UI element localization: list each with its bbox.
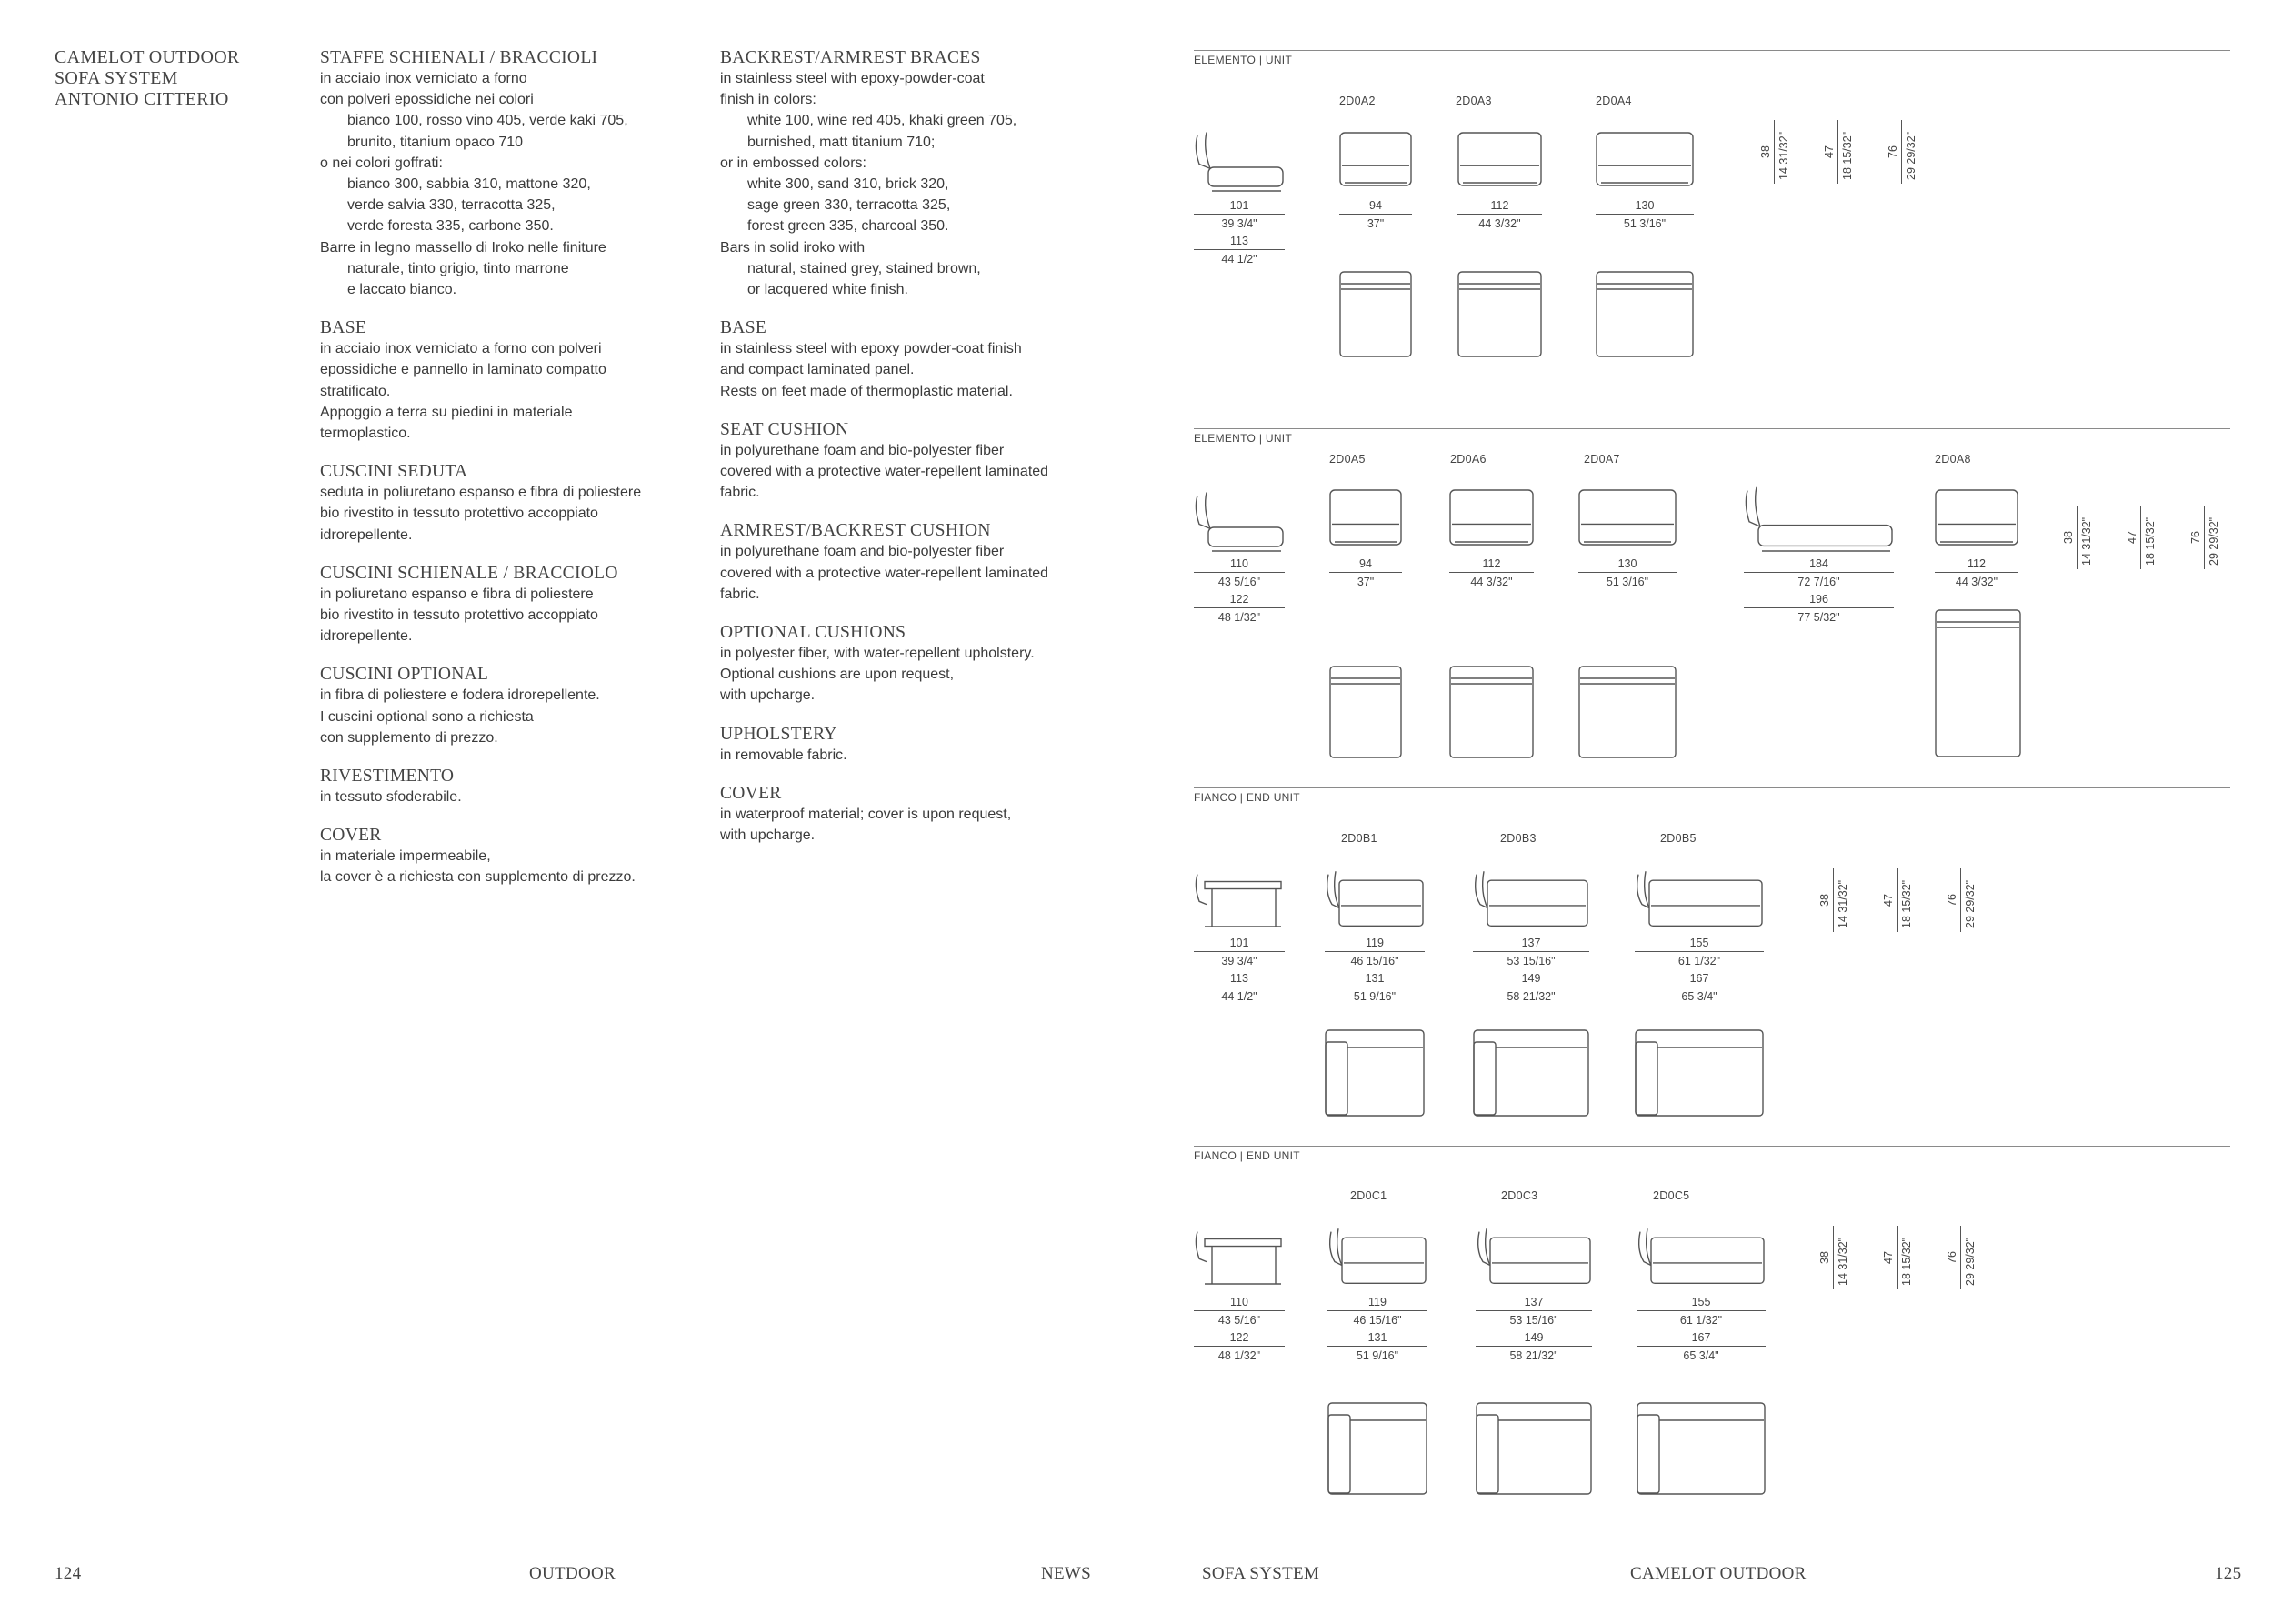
height-line — [2204, 506, 2205, 569]
dimension-line — [1194, 1310, 1285, 1311]
height-inch: 18 15/32" — [1900, 1237, 1913, 1286]
height-dimension — [1882, 1226, 1918, 1298]
dimension-line — [1194, 951, 1285, 952]
dimension-cm: 155 — [1691, 1296, 1711, 1308]
unit-plan-view — [1449, 666, 1534, 758]
unit-side-view — [1744, 484, 1894, 553]
catalog-title — [55, 47, 240, 110]
height-line — [1774, 120, 1775, 184]
height-line — [1901, 120, 1902, 184]
height-cm: 47 — [1823, 145, 1836, 158]
unit-front-view — [1596, 132, 1694, 186]
spec-line: finish in colors: — [720, 92, 816, 108]
dimension-line — [1473, 951, 1589, 952]
end-unit-front-view — [1476, 1226, 1592, 1286]
height-cm: 47 — [2126, 531, 2138, 544]
height-line — [1833, 868, 1834, 932]
spec-heading: OPTIONAL CUSHIONS — [720, 623, 906, 643]
end-unit-plan-view — [1476, 1402, 1592, 1495]
height-dimension — [1818, 868, 1855, 941]
spec-heading: CUSCINI OPTIONAL — [320, 665, 489, 685]
height-dimension — [2126, 506, 2162, 578]
height-dimension — [1818, 1226, 1855, 1298]
end-unit-front-view — [1327, 1226, 1427, 1286]
dimension-line — [1339, 214, 1412, 215]
height-cm: 76 — [2189, 531, 2202, 544]
dimension-inch: 72 7/16" — [1797, 576, 1840, 588]
spec-line: verde salvia 330, terracotta 325, — [347, 197, 556, 214]
dimension-inch: 46 15/16" — [1350, 955, 1399, 967]
spec-line: in poliuretano espanso e fibra di poliestere — [320, 586, 594, 602]
spec-section — [720, 724, 1102, 766]
dimension-inch: 39 3/4" — [1221, 955, 1257, 967]
spec-heading: UPHOLSTERY — [720, 724, 837, 744]
spec-line: con supplemento di prezzo. — [320, 729, 498, 746]
dimension-cm: 167 — [1691, 1331, 1711, 1344]
spec-line: seduta in poliuretano espanso e fibra di poliestere — [320, 485, 642, 501]
dimension-width — [1935, 557, 2018, 588]
spec-line: fabric. — [720, 485, 760, 501]
spec-section — [720, 783, 1102, 846]
end-unit-plan-view — [1325, 1029, 1425, 1117]
end-unit-front-view — [1325, 868, 1425, 928]
spec-line: in stainless steel with epoxy-powder-coat — [720, 71, 985, 86]
spec-line: idrorepellente. — [320, 628, 413, 645]
spec-line: in removable fabric. — [720, 747, 847, 763]
height-cm: 38 — [1818, 1251, 1831, 1264]
height-line — [1897, 868, 1898, 932]
dimension-width — [1194, 937, 1285, 1003]
spec-section — [320, 461, 702, 546]
height-inch: 14 31/32" — [1837, 879, 1849, 928]
unit-side-view — [1194, 489, 1285, 553]
spec-line: covered with a protective water-repellent laminated — [720, 464, 1049, 480]
dimension-inch: 53 15/16" — [1507, 955, 1556, 967]
height-line — [1960, 1226, 1961, 1289]
dimension-line — [1637, 1346, 1766, 1347]
dimension-cm: 112 — [1482, 557, 1501, 570]
dimension-width — [1194, 557, 1285, 624]
dimension-width — [1329, 557, 1402, 588]
spec-heading: CUSCINI SEDUTA — [320, 462, 468, 482]
dimension-line — [1476, 1346, 1592, 1347]
height-dimension — [2189, 506, 2226, 578]
end-unit-plan-view — [1635, 1029, 1764, 1117]
dimension-width — [1476, 1296, 1592, 1362]
spec-section — [320, 766, 702, 807]
height-inch: 14 31/32" — [1837, 1237, 1849, 1286]
dimension-cm: 122 — [1229, 593, 1249, 606]
dimension-cm: 137 — [1521, 937, 1541, 949]
height-cm: 76 — [1946, 1251, 1958, 1264]
height-dimension — [1946, 868, 1982, 941]
dimension-inch: 44 3/32" — [1478, 217, 1521, 230]
dimension-inch: 46 15/16" — [1353, 1314, 1402, 1327]
spec-line: la cover è a richiesta con supplemento di prezzo. — [320, 869, 636, 886]
dimension-inch: 37" — [1367, 217, 1385, 230]
spec-line: bio rivestito in tessuto protettivo accoppiato — [320, 607, 598, 624]
unit-front-view — [1935, 489, 2018, 546]
dimension-line — [1194, 572, 1285, 573]
dimension-cm: 122 — [1229, 1331, 1249, 1344]
dimension-line — [1327, 1346, 1427, 1347]
height-dimension — [1946, 1226, 1982, 1298]
spec-section — [720, 622, 1102, 707]
unit-code: 2D0A2 — [1339, 95, 1376, 107]
spec-line: or in embossed colors: — [720, 155, 866, 171]
spec-section — [320, 563, 702, 647]
footer-title-right: CAMELOT OUTDOOR — [1630, 1564, 1807, 1583]
spec-line: in polyester fiber, with water-repellent upholstery. — [720, 646, 1035, 662]
unit-plan-view — [1329, 666, 1402, 758]
spec-section — [720, 419, 1102, 504]
height-line — [2140, 506, 2141, 569]
height-line — [1960, 868, 1961, 932]
spec-line: covered with a protective water-repellent laminated — [720, 565, 1049, 581]
dimension-line — [1578, 572, 1677, 573]
height-cm: 38 — [1818, 894, 1831, 907]
dimension-cm: 137 — [1524, 1296, 1544, 1308]
unit-code: 2D0B1 — [1341, 832, 1377, 845]
section-rule — [1194, 428, 2230, 429]
dimension-cm: 184 — [1809, 557, 1828, 570]
unit-front-view — [1578, 489, 1677, 546]
footer-section-right: SOFA SYSTEM — [1202, 1564, 1320, 1583]
spec-heading: CUSCINI SCHIENALE / BRACCIOLO — [320, 563, 618, 583]
height-cm: 76 — [1887, 145, 1899, 158]
dimension-inch: 44 1/2" — [1221, 990, 1257, 1003]
section-label: ELEMENTO | UNIT — [1194, 54, 1293, 66]
dimension-cm: 113 — [1230, 235, 1248, 247]
title-line: ANTONIO CITTERIO — [55, 89, 229, 109]
dimension-line — [1449, 572, 1534, 573]
dimension-inch: 43 5/16" — [1217, 576, 1261, 588]
end-unit-plan-view — [1473, 1029, 1589, 1117]
dimension-width — [1194, 199, 1285, 266]
dimension-cm: 130 — [1617, 557, 1637, 570]
unit-plan-view — [1339, 271, 1412, 357]
page-number-left: 124 — [55, 1564, 82, 1583]
dimension-line — [1637, 1310, 1766, 1311]
unit-side-view — [1194, 129, 1285, 193]
dimension-cm: 110 — [1230, 1296, 1248, 1308]
spec-section — [720, 47, 1102, 300]
unit-code: 2D0A6 — [1450, 453, 1487, 466]
section-label: FIANCO | END UNIT — [1194, 791, 1300, 804]
spec-heading: STAFFE SCHIENALI / BRACCIOLI — [320, 48, 598, 67]
spec-line: Rests on feet made of thermoplastic material. — [720, 383, 1013, 399]
spec-heading: BASE — [320, 318, 367, 338]
dimension-cm: 130 — [1635, 199, 1655, 212]
dimension-width — [1635, 937, 1764, 1003]
dimension-line — [1935, 572, 2018, 573]
dimension-cm: 112 — [1968, 557, 1986, 570]
spec-section — [320, 825, 702, 887]
unit-plan-view — [1935, 609, 2021, 757]
dimension-line — [1744, 572, 1894, 573]
unit-code: 2D0A5 — [1329, 453, 1366, 466]
unit-front-view — [1457, 132, 1542, 186]
footer-section-left: OUTDOOR — [529, 1564, 616, 1583]
unit-plan-view — [1596, 271, 1694, 357]
unit-code: 2D0C5 — [1653, 1189, 1690, 1202]
dimension-width — [1578, 557, 1677, 588]
spec-line: and compact laminated panel. — [720, 362, 915, 378]
dimension-cm: 94 — [1369, 199, 1382, 212]
height-dimension — [1882, 868, 1918, 941]
spec-heading: SEAT CUSHION — [720, 419, 849, 439]
height-dimension — [1887, 120, 1923, 193]
unit-code: 2D0C3 — [1501, 1189, 1538, 1202]
dimension-line — [1194, 607, 1285, 608]
spec-line: termoplastico. — [320, 426, 411, 442]
unit-plan-view — [1457, 271, 1542, 357]
dimension-inch: 51 9/16" — [1353, 990, 1397, 1003]
spec-line: naturale, tinto grigio, tinto marrone — [347, 260, 569, 276]
height-inch: 14 31/32" — [2080, 516, 2093, 566]
height-cm: 47 — [1882, 894, 1895, 907]
height-cm: 76 — [1946, 894, 1958, 907]
unit-code: 2D0A8 — [1935, 453, 1971, 466]
end-unit-side-view — [1194, 1226, 1285, 1286]
dimension-inch: 58 21/32" — [1507, 990, 1556, 1003]
spec-section — [320, 47, 702, 300]
spec-line: brunito, titanium opaco 710 — [347, 134, 524, 150]
dimension-inch: 51 3/16" — [1606, 576, 1649, 588]
height-inch: 29 29/32" — [2208, 516, 2220, 566]
title-line: SOFA SYSTEM — [55, 68, 178, 88]
section-label: ELEMENTO | UNIT — [1194, 432, 1293, 445]
dimension-cm: 110 — [1230, 557, 1248, 570]
dimension-inch: 39 3/4" — [1221, 217, 1257, 230]
italian-specifications — [320, 47, 702, 906]
spec-line: in fibra di poliestere e fodera idrorepellente. — [320, 687, 600, 704]
dimension-inch: 65 3/4" — [1683, 1349, 1719, 1362]
spec-line: with upcharge. — [720, 827, 816, 844]
height-inch: 18 15/32" — [2144, 516, 2157, 566]
spec-line: bianco 300, sabbia 310, mattone 320, — [347, 176, 591, 193]
height-dimension — [1823, 120, 1859, 193]
dimension-width — [1457, 199, 1542, 230]
spec-section — [320, 317, 702, 444]
unit-code: 2D0A3 — [1456, 95, 1492, 107]
height-inch: 14 31/32" — [1777, 131, 1790, 180]
dimension-cm: 112 — [1490, 199, 1509, 212]
height-inch: 18 15/32" — [1841, 131, 1854, 180]
title-line: CAMELOT OUTDOOR — [55, 47, 240, 67]
spec-heading: COVER — [720, 783, 782, 803]
dimension-width — [1449, 557, 1534, 588]
dimension-cm: 149 — [1524, 1331, 1544, 1344]
dimension-cm: 149 — [1521, 972, 1541, 985]
end-unit-front-view — [1637, 1226, 1766, 1286]
spec-heading: COVER — [320, 826, 382, 846]
section-rule — [1194, 1146, 2230, 1147]
spec-line: white 100, wine red 405, khaki green 705, — [747, 113, 1017, 129]
dimension-line — [1635, 951, 1764, 952]
dimension-line — [1194, 1346, 1285, 1347]
unit-front-view — [1329, 489, 1402, 546]
dimension-line — [1329, 572, 1402, 573]
spec-line: in polyurethane foam and bio-polyester fiber — [720, 544, 1005, 560]
height-inch: 18 15/32" — [1900, 879, 1913, 928]
spec-heading: BASE — [720, 318, 767, 338]
height-inch: 29 29/32" — [1905, 131, 1918, 180]
spec-line: epossidiche e pannello in laminato compatto — [320, 362, 606, 378]
dimension-inch: 44 3/32" — [1470, 576, 1513, 588]
unit-code: 2D0A4 — [1596, 95, 1632, 107]
dimension-line — [1194, 214, 1285, 215]
unit-code: 2D0B3 — [1500, 832, 1537, 845]
dimension-width — [1473, 937, 1589, 1003]
spec-line: in stainless steel with epoxy powder-coat finish — [720, 341, 1022, 357]
dimension-inch: 44 3/32" — [1955, 576, 1998, 588]
dimension-inch: 43 5/16" — [1217, 1314, 1261, 1327]
height-cm: 47 — [1882, 1251, 1895, 1264]
dimension-cm: 101 — [1229, 937, 1249, 949]
spec-line: Appoggio a terra su piedini in materiale — [320, 404, 573, 420]
unit-front-view — [1339, 132, 1412, 186]
spec-heading: ARMREST/BACKREST CUSHION — [720, 521, 991, 541]
dimension-inch: 61 1/32" — [1679, 1314, 1723, 1327]
spec-heading: RIVESTIMENTO — [320, 767, 455, 787]
spec-line: verde foresta 335, carbone 350. — [347, 218, 554, 235]
dimension-line — [1194, 249, 1285, 250]
dimension-inch: 37" — [1357, 576, 1375, 588]
section-rule — [1194, 50, 2230, 51]
dimension-width — [1325, 937, 1425, 1003]
spec-line: in acciaio inox verniciato a forno con polveri — [320, 341, 602, 357]
spec-line: fabric. — [720, 586, 760, 602]
spec-line: in tessuto sfoderabile. — [320, 789, 462, 806]
dimension-width — [1637, 1296, 1766, 1362]
height-inch: 29 29/32" — [1964, 879, 1977, 928]
english-specifications — [720, 47, 1102, 863]
spec-line: stratificato. — [320, 383, 391, 399]
spec-line: con polveri epossidiche nei colori — [320, 92, 534, 108]
unit-code: 2D0A7 — [1584, 453, 1620, 466]
height-dimension — [1759, 120, 1796, 193]
dimension-cm: 94 — [1359, 557, 1372, 570]
spec-line: sage green 330, terracotta 325, — [747, 197, 951, 214]
spec-section — [720, 317, 1102, 402]
dimension-inch: 65 3/4" — [1681, 990, 1717, 1003]
height-line — [1833, 1226, 1834, 1289]
dimension-cm: 196 — [1809, 593, 1828, 606]
spec-heading: BACKREST/ARMREST BRACES — [720, 48, 981, 67]
dimension-cm: 101 — [1229, 199, 1249, 212]
section-label: FIANCO | END UNIT — [1194, 1149, 1300, 1162]
dimension-line — [1325, 951, 1425, 952]
spec-line: in materiale impermeabile, — [320, 848, 491, 865]
end-unit-front-view — [1473, 868, 1589, 928]
spec-line: in acciaio inox verniciato a forno — [320, 71, 527, 86]
height-line — [1837, 120, 1838, 184]
dimension-cm: 131 — [1367, 1331, 1387, 1344]
dimension-inch: 48 1/32" — [1217, 1349, 1261, 1362]
end-unit-side-view — [1194, 868, 1285, 928]
dimension-cm: 119 — [1368, 1296, 1387, 1308]
dimension-inch: 51 9/16" — [1356, 1349, 1399, 1362]
dimension-line — [1457, 214, 1542, 215]
dimension-inch: 44 1/2" — [1221, 253, 1257, 266]
unit-code: 2D0C1 — [1350, 1189, 1387, 1202]
dimension-inch: 58 21/32" — [1509, 1349, 1558, 1362]
spec-section — [320, 664, 702, 748]
dimension-width — [1596, 199, 1694, 230]
dimension-inch: 48 1/32" — [1217, 611, 1261, 624]
dimension-width — [1194, 1296, 1285, 1362]
dimension-inch: 53 15/16" — [1509, 1314, 1558, 1327]
dimension-inch: 61 1/32" — [1677, 955, 1721, 967]
spec-line: or lacquered white finish. — [747, 282, 908, 298]
spec-line: e laccato bianco. — [347, 282, 457, 298]
dimension-width — [1339, 199, 1412, 230]
spec-line: in waterproof material; cover is upon request, — [720, 806, 1012, 822]
spec-line: white 300, sand 310, brick 320, — [747, 176, 949, 193]
spec-section — [720, 520, 1102, 605]
spec-line: forest green 335, charcoal 350. — [747, 218, 949, 235]
height-dimension — [2062, 506, 2098, 578]
unit-front-view — [1449, 489, 1534, 546]
dimension-width — [1744, 557, 1894, 624]
spec-line: burnished, matt titanium 710; — [747, 134, 936, 150]
height-cm: 38 — [1759, 145, 1772, 158]
end-unit-plan-view — [1637, 1402, 1766, 1495]
spec-line: o nei colori goffrati: — [320, 155, 443, 171]
dimension-line — [1476, 1310, 1592, 1311]
spec-line: with upcharge. — [720, 687, 816, 704]
page-number-right: 125 — [2215, 1564, 2242, 1583]
dimension-cm: 119 — [1366, 937, 1384, 949]
height-cm: 38 — [2062, 531, 2075, 544]
dimension-line — [1327, 1310, 1427, 1311]
spec-line: I cuscini optional sono a richiesta — [320, 708, 534, 725]
spec-line: Optional cushions are upon request, — [720, 667, 955, 683]
spec-line: in polyurethane foam and bio-polyester fiber — [720, 442, 1005, 458]
dimension-cm: 131 — [1365, 972, 1385, 985]
dimension-inch: 51 3/16" — [1623, 217, 1667, 230]
spec-line: Barre in legno massello di Iroko nelle finiture — [320, 239, 606, 256]
height-inch: 29 29/32" — [1964, 1237, 1977, 1286]
dimension-line — [1596, 214, 1694, 215]
dimension-inch: 77 5/32" — [1797, 611, 1840, 624]
end-unit-plan-view — [1327, 1402, 1427, 1495]
footer-tag: NEWS — [1041, 1564, 1092, 1583]
spec-line: idrorepellente. — [320, 526, 413, 543]
spec-line: Bars in solid iroko with — [720, 239, 866, 256]
height-line — [1897, 1226, 1898, 1289]
end-unit-front-view — [1635, 868, 1764, 928]
unit-plan-view — [1578, 666, 1677, 758]
section-rule — [1194, 787, 2230, 788]
spec-line: bianco 100, rosso vino 405, verde kaki 705, — [347, 113, 628, 129]
dimension-width — [1327, 1296, 1427, 1362]
dimension-cm: 155 — [1689, 937, 1709, 949]
unit-code: 2D0B5 — [1660, 832, 1697, 845]
dimension-cm: 113 — [1230, 972, 1248, 985]
height-line — [2077, 506, 2078, 569]
spec-line: natural, stained grey, stained brown, — [747, 260, 981, 276]
dimension-cm: 167 — [1689, 972, 1709, 985]
dimension-line — [1744, 607, 1894, 608]
spec-line: bio rivestito in tessuto protettivo accoppiato — [320, 506, 598, 522]
